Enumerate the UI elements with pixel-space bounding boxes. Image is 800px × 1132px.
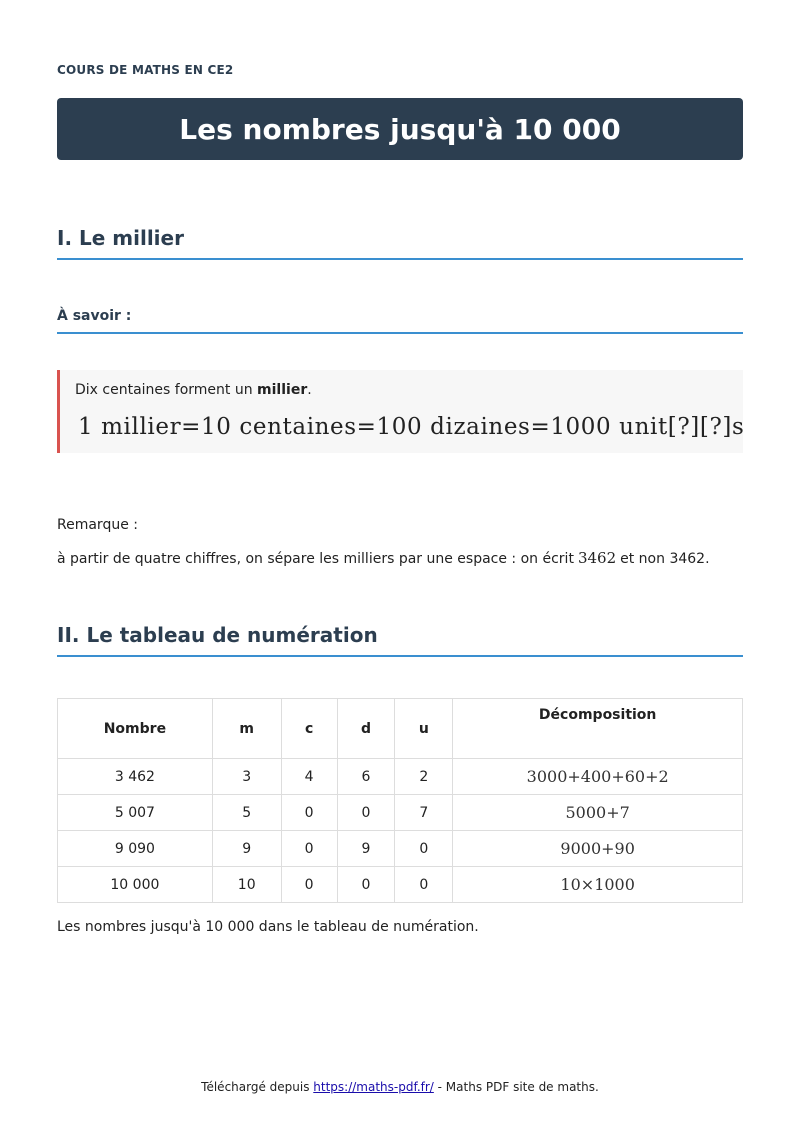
remark-text-end: et non 3462. [620,551,710,567]
table-cell: 4 [281,759,337,795]
table-cell-decomposition: 10×1000 [453,867,743,903]
definition-text [75,382,312,398]
table-cell-decomposition: 9000+90 [453,831,743,867]
page-footer [0,1080,800,1094]
footer-link[interactable]: https://maths-pdf.fr/ [313,1080,434,1094]
table-row [58,795,743,831]
definition-keyword: millier [257,382,308,398]
table-caption: Les nombres jusqu'à 10 000 dans le tableau de numération. [57,919,479,935]
table-cell: 0 [281,831,337,867]
table-cell: 0 [395,867,453,903]
column-header-nombre: Nombre [58,699,213,759]
remark-title: Remarque : [57,517,138,533]
column-header-d: d [337,699,395,759]
remark-math: 3462 [577,549,617,567]
course-kicker: COURS DE MATHS EN CE2 [57,63,234,77]
table-row [58,867,743,903]
table-cell-decomposition: 5000+7 [453,795,743,831]
subheading-a-savoir: À savoir : [57,308,743,334]
title-banner [57,98,743,160]
table-cell-decomposition: 3000+400+60+2 [453,759,743,795]
table-cell: 10 [212,867,281,903]
table-cell: 3 [212,759,281,795]
table-cell: 5 [212,795,281,831]
table-cell: 6 [337,759,395,795]
remark-text-start: à partir de quatre chiffres, on sépare les milliers par une espace : on écrit [57,551,574,567]
table-cell: 0 [281,867,337,903]
table-cell: 9 [337,831,395,867]
table-row [58,831,743,867]
table-cell: 9 [212,831,281,867]
table-cell: 2 [395,759,453,795]
table-cell: 10 000 [58,867,213,903]
column-header-m: m [212,699,281,759]
table-cell: 7 [395,795,453,831]
footer-suffix: - Maths PDF site de maths. [433,1080,599,1094]
column-header-c: c [281,699,337,759]
column-header-decomposition: Décomposition [453,699,743,759]
column-header-u: u [395,699,453,759]
section-heading-tableau: II. Le tableau de numération [57,623,743,657]
table-cell: 0 [337,867,395,903]
table-cell: 0 [337,795,395,831]
definition-text-start: Dix centaines forment un [75,382,258,398]
footer-prefix: Téléchargé depuis [201,1080,314,1094]
table-cell: 3 462 [58,759,213,795]
remark-text [57,549,710,567]
definition-formula: 1 millier=10 centaines=100 dizaines=1000 unit[?][?]s [78,414,745,440]
table-header-row [58,699,743,759]
table-row [58,759,743,795]
definition-callout [57,370,743,453]
table-cell: 0 [395,831,453,867]
page-title: Les nombres jusqu'à 10 000 [179,112,621,146]
definition-text-end: . [307,382,312,398]
section-heading-millier: I. Le millier [57,226,743,260]
table-cell: 5 007 [58,795,213,831]
table-cell: 0 [281,795,337,831]
numeration-table [57,698,743,903]
table-cell: 9 090 [58,831,213,867]
